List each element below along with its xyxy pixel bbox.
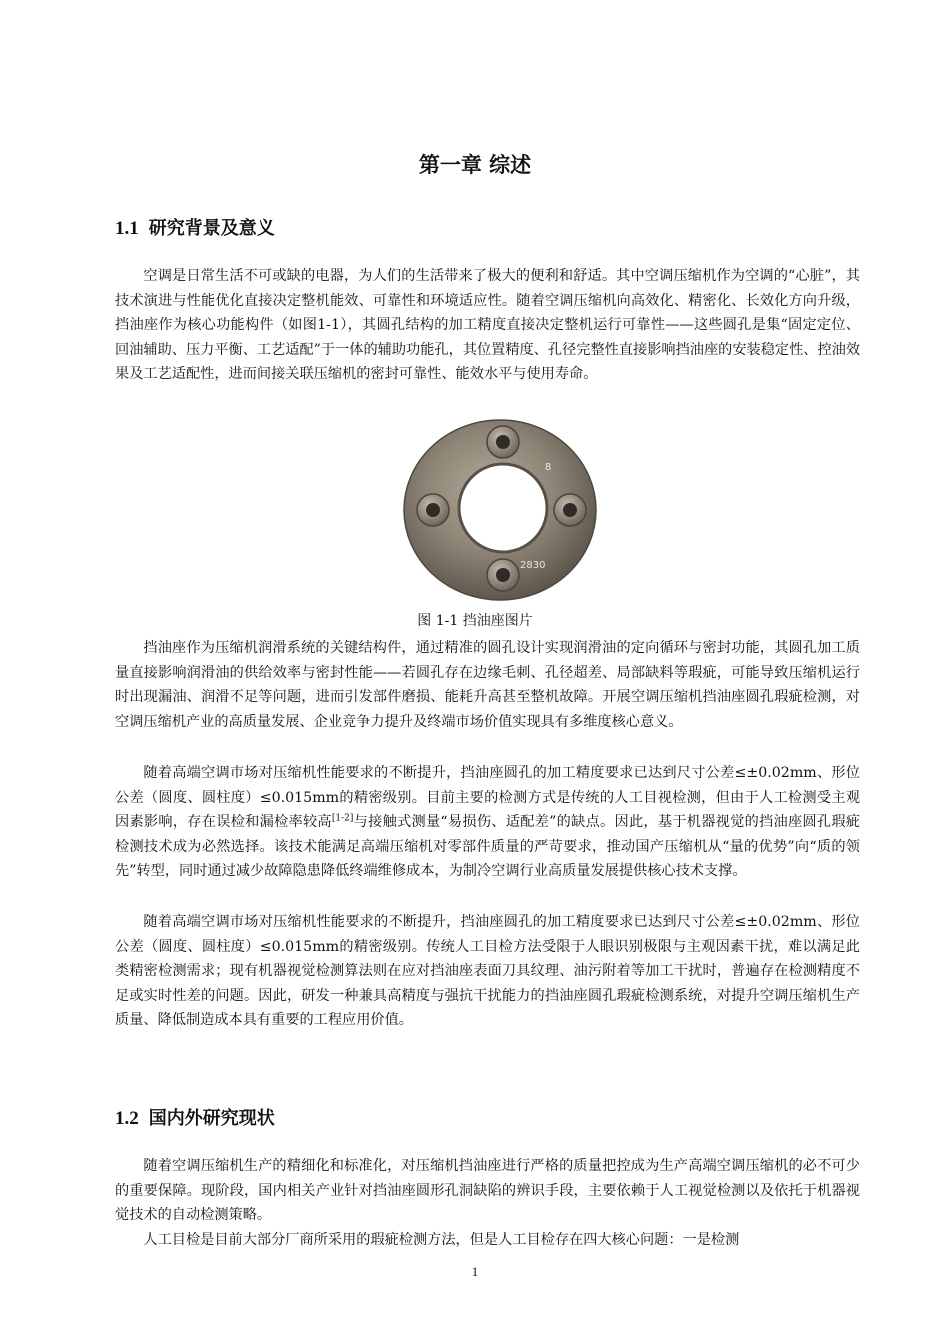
citation-reference: [1-2] [331,813,354,824]
figure-caption: 图 1-1 挡油座图片 [417,613,533,629]
page-number: 1 [471,1264,479,1279]
section-heading-1-2 [115,1106,275,1132]
paragraph-text-part: 随着高端空调市场对压缩机性能要求的不断提升，挡油座圆孔的加工精度要求已达到尺寸公差≤±0.02mm、形位公差（圆度、圆柱度）≤0.015mm的精密级别。目前主要的检测方式是传统的人工目视检测，但由于人工检测受主观因素影响，存在误检和漏检率较高 [115,765,860,830]
paragraph-status-1: 随着空调压缩机生产的精细化和标准化，对压缩机挡油座进行严格的质量把控成为生产高端空调压缩机的必不可少的重要保障。现阶段，国内相关产业针对挡油座圆形孔洞缺陷的辨识手段，主要依赖于人工视觉检测以及依托于机器视觉技术的自动检测策略。 [115,1158,860,1223]
paragraph-background-1: 空调是日常生活不可或缺的电器，为人们的生活带来了极大的便利和舒适。其中空调压缩机作为空调的“心脏”，其技术演进与性能优化直接决定整机能效、可靠性和环境适应性。随着空调压缩机向高效化、精密化、长效化方向升级，挡油座作为核心功能构件（如图1-1），其圆孔结构的加工精度直接决定整机运行可靠性——这些圆孔是集“固定定位、回油辅助、压力平衡、工艺适配”于一体的辅助功能孔，其位置精度、孔径完整性直接影响挡油座的安装稳定性、控油效果及工艺适配性，进而间接关联压缩机的密封可靠性、能效水平与使用寿命。 [115,268,861,382]
oil-baffle-seat-image [400,412,600,602]
bolt-hole-bottom [487,559,519,591]
paragraph-status-2: 人工目检是目前大部分厂商所采用的瑕疵检测方法，但是人工目检存在四大核心问题：一是检测 [143,1232,740,1248]
stamp-mark-1: 8 [545,462,552,473]
section-heading-1-1 [115,216,275,242]
paragraph-background-2: 挡油座作为压缩机润滑系统的关键结构件，通过精准的圆孔设计实现润滑油的定向循环与密封功能，其圆孔加工质量直接影响润滑油的供给效率与密封性能——若圆孔存在边缘毛刺、孔径超差、局部缺料等瑕疵，可能导致压缩机运行时出现漏油、润滑不足等问题，进而引发部件磨损、能耗升高甚至整机故障。开展空调压缩机挡油座圆孔瑕疵检测，对空调压缩机产业的高质量发展、企业竞争力提升及终端市场价值实现具有多维度核心意义。 [115,640,860,730]
bolt-hole-left [417,494,449,526]
paragraph-background-4: 随着高端空调市场对压缩机性能要求的不断提升，挡油座圆孔的加工精度要求已达到尺寸公差≤±0.02mm、形位公差（圆度、圆柱度）≤0.015mm的精密级别。传统人工目检方法受限于人眼识别极限与主观因素干扰，难以满足此类精密检测需求；现有机器视觉检测算法则在应对挡油座表面刀具纹理、油污附着等加工干扰时，普遍存在检测精度不足或实时性差的问题。因此，研发一种兼具高精度与强抗干扰能力的挡油座圆孔瑕疵检测系统，对提升空调压缩机生产质量、降低制造成本具有重要的工程应用价值。 [115,914,860,1028]
bolt-hole-top [487,426,519,458]
section-number: 1.2 [115,1108,139,1129]
section-title-text: 国内外研究现状 [148,1108,275,1129]
oil-baffle-seat-photo [400,412,600,602]
paragraph-background-3 [115,761,860,884]
chapter-title: 第一章 综述 [418,153,532,177]
section-number: 1.1 [115,218,139,239]
paragraph-text-part: 与接触式测量“易损伤、适配差”的缺点。因此，基于机器视觉的挡油座圆孔瑕疵检测技术成为必然选择。该技术能满足高端压缩机对零部件质量的严苛要求，推动国产压缩机从“量的优势”向“质的领先”转型，同时通过减少故障隐患降低终端维修成本，为制冷空调行业高质量发展提供核心技术支撑。 [115,814,860,879]
bolt-hole-right [554,494,586,526]
stamp-mark-2: 2830 [520,560,546,571]
section-title-text: 研究背景及意义 [148,218,275,239]
